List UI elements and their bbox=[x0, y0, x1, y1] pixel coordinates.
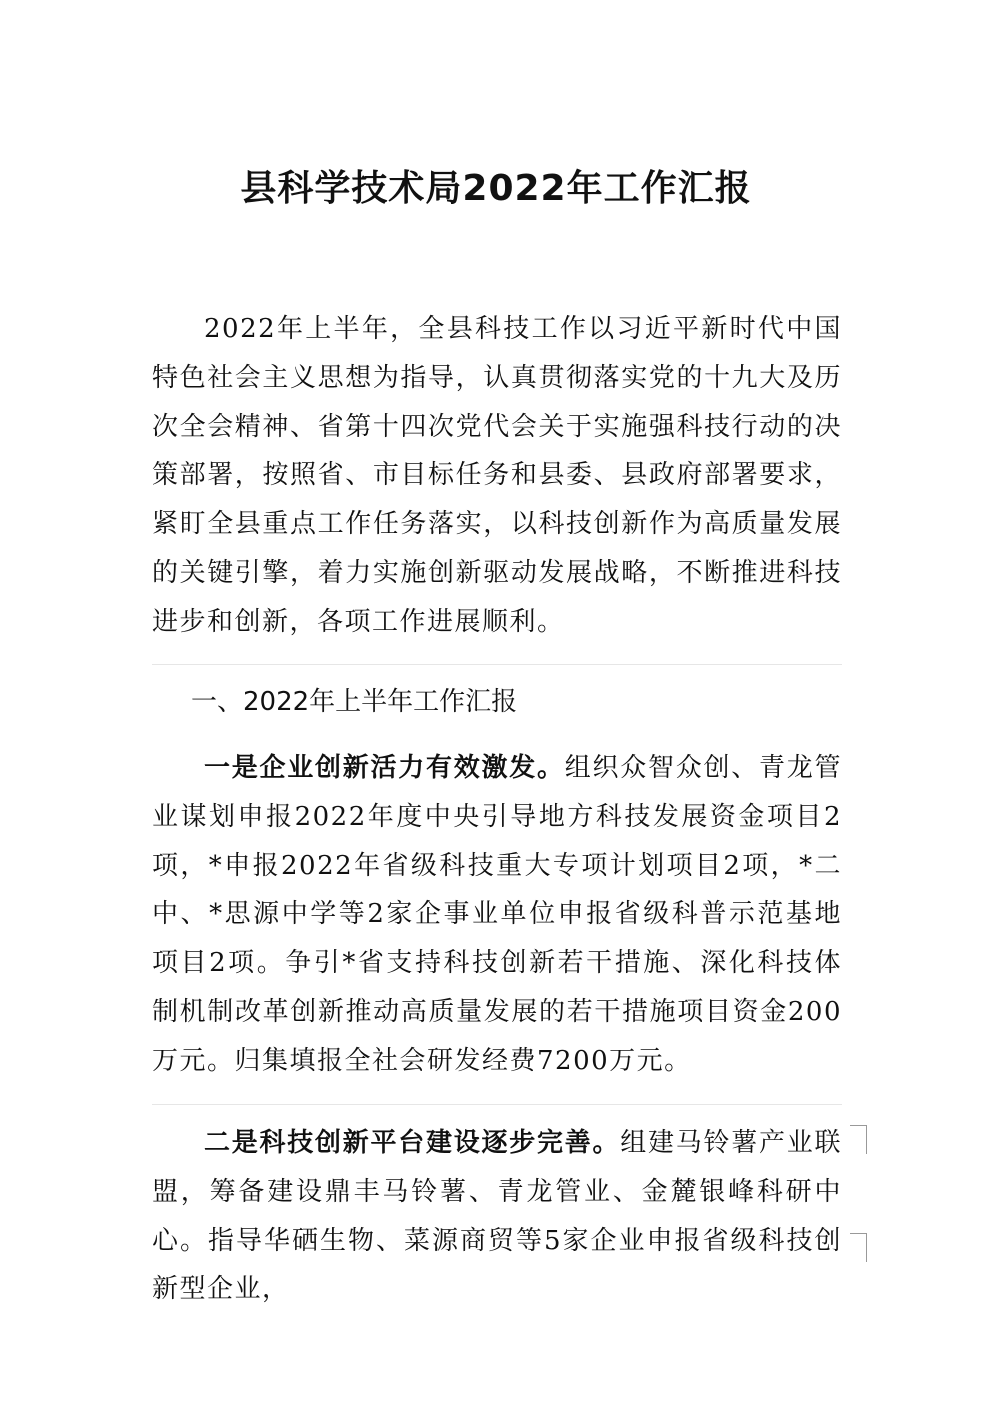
divider-line bbox=[152, 1104, 842, 1105]
item-text-1: 组织众智众创、青龙管业谋划申报2022年度中央引导地方科技发展资金项目2项，*申报2022年省级科技重大专项计划项目2项，*二中、*思源中学等2家企事业单位申报省级科普示范基地项目2项。争引*省支持科技创新若干措施、深化科技体制机制改革创新推动高质量发展的若干措施项目资金200万元。归集填报全社会研发经费7200万元。 bbox=[152, 753, 842, 1076]
document-title: 县科学技术局2022年工作汇报 bbox=[240, 168, 752, 209]
margin-corner-mark bbox=[850, 1233, 867, 1262]
margin-corner-mark bbox=[850, 1125, 867, 1154]
section-heading: 一、2022年上半年工作汇报 bbox=[191, 687, 518, 717]
item-lead-2: 二是科技创新平台建设逐步完善。 bbox=[204, 1128, 621, 1158]
item-paragraph-1 bbox=[152, 744, 842, 1086]
intro-paragraph: 2022年上半年，全县科技工作以习近平新时代中国特色社会主义思想为指导，认真贯彻落实党的十九大及历次全会精神、省第十四次党代会关于实施强科技行动的决策部署，按照省、市目标任务和县委、县政府部署要求，紧盯全县重点工作任务落实，以科技创新作为高质量发展的关键引擎，着力实施创新驱动发展战略，不断推进科技进步和创新，各项工作进展顺利。 bbox=[152, 314, 842, 637]
item-text-2: 组建马铃薯产业联盟，筹备建设鼎丰马铃薯、青龙管业、金麓银峰科研中心。指导华硒生物、菜源商贸等5家企业申报省级科技创新型企业， bbox=[152, 1128, 842, 1305]
divider-line bbox=[152, 664, 842, 665]
item-lead-1: 一是企业创新活力有效激发。 bbox=[204, 753, 565, 783]
item-paragraph-2 bbox=[152, 1119, 842, 1314]
